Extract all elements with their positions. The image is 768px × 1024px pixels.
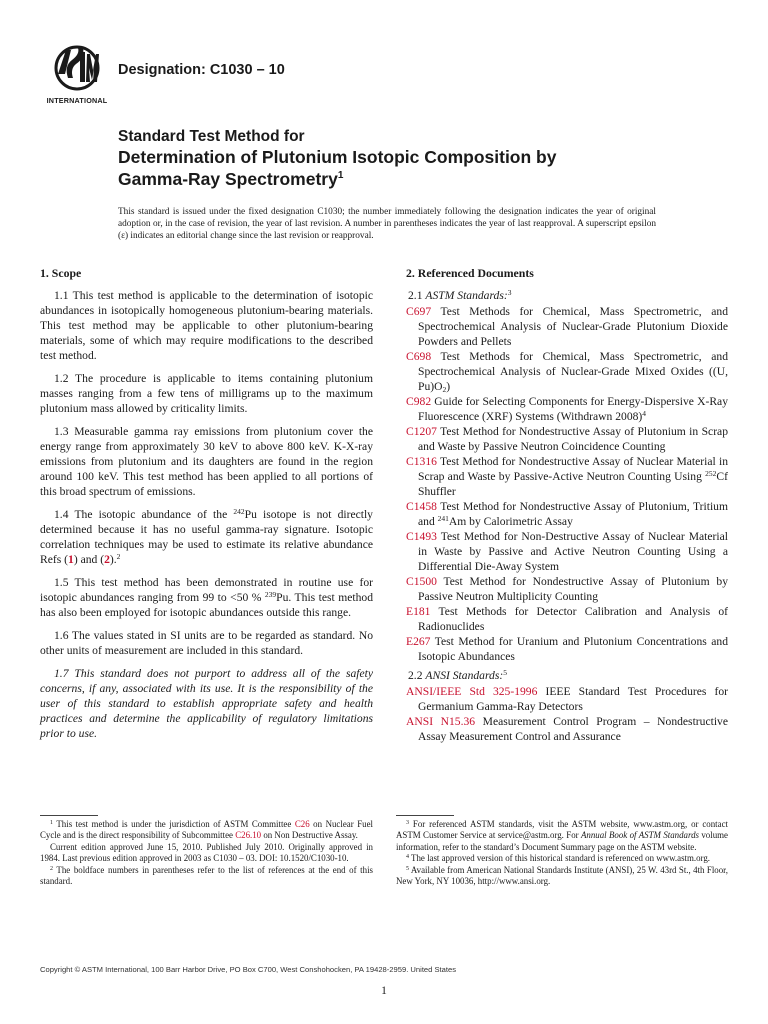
reference-item	[406, 604, 728, 634]
referenced-documents-section	[406, 266, 728, 744]
standard-link[interactable]: C1316	[406, 455, 437, 468]
footnotes-left	[40, 819, 373, 887]
footnote-mark-3: 3	[507, 288, 512, 297]
references-heading: 2. Referenced Documents	[406, 266, 534, 280]
reference-item	[406, 304, 728, 349]
footnote-3-b: volume information, refer to the standard’s Document Summary page on the ASTM website.	[396, 830, 728, 852]
footnote-2	[40, 865, 373, 888]
copyright-notice: Copyright © ASTM International, 100 Barr Harbor Drive, PO Box C700, West Conshohocken, PA 19428-2959. United States	[40, 965, 457, 974]
reference-status: (Withdrawn 2008)	[553, 410, 643, 423]
footnote-4	[396, 853, 728, 864]
standard-link[interactable]: C1493	[406, 530, 437, 543]
footnote-3-italic: Annual Book of ASTM Standards	[580, 830, 699, 841]
reference-item	[406, 424, 728, 454]
subcommittee-link-c26-10[interactable]: C26.10	[235, 830, 262, 841]
ansi-standards-label	[406, 668, 728, 683]
committee-link-c26[interactable]: C26	[294, 819, 310, 829]
footnote-2-text: The boldface numbers in parentheses refer to the list of references at the end of this standard.	[40, 864, 373, 887]
scope-1-4-b: Pu isotope is not directly determined because it has no useful gamma-ray signature. Isotopic correlation techniques may be used to estimate its relative abundance Refs (	[40, 508, 373, 566]
standard-link[interactable]: E181	[406, 605, 431, 618]
scope-1-6: 1.6 The values stated in SI units are to be regarded as standard. No other units of measurement are included in this standard.	[40, 629, 373, 657]
scope-1-4-c: ) and (	[73, 553, 105, 566]
reference-title-tail: Cf Shuffler	[418, 470, 728, 498]
standard-link[interactable]: C1207	[406, 425, 437, 438]
scope-1-4-d: ).	[109, 553, 117, 566]
footnote-5-text: Available from American National Standards Institute (ANSI), 25 W. 43rd St., 4th Floor, New York, NY 10036, http://www.ansi.org.	[396, 864, 728, 887]
reference-item	[406, 394, 728, 424]
standard-link[interactable]: C1458	[406, 500, 437, 513]
ansi-label-num: 2.2	[408, 669, 426, 682]
ref-link-1[interactable]: 1	[68, 553, 74, 566]
title-line-1: Standard Test Method for	[118, 128, 305, 145]
reference-title: Test Method for Nondestructive Assay of Plutonium by Passive Neutron Multiplicity Counting	[418, 575, 728, 603]
astm-label-num: 2.1	[408, 289, 426, 302]
footnote-5	[396, 865, 728, 888]
scope-section	[40, 266, 373, 749]
reference-superscript: 252	[705, 469, 717, 478]
footnote-1-c: on Non Destructive Assay.	[261, 830, 358, 841]
footnote-2-mark: 2	[50, 865, 53, 872]
reference-title: Test Methods for Chemical, Mass Spectrometric, and Spectrochemical Analysis of Nuclear-Grade Plutonium Dioxide Powders and Pellets	[418, 305, 728, 348]
ansi-standards-list	[406, 684, 728, 744]
reference-item	[406, 684, 728, 714]
title-line-3	[118, 168, 718, 190]
astm-label-text: ASTM Standards:	[425, 289, 508, 302]
scope-1-3: 1.3 Measurable gamma ray emissions from plutonium cover the energy range from approximately 30 keV to above 800 keV. K-X-ray emissions from plutonium and its daughters are found in the region around 100 keV. This test method has been applied to all portions of this broad spectrum of emissions.	[40, 425, 373, 498]
footnote-5-mark: 5	[406, 865, 409, 872]
reference-title-tail: Am by Calorimetric Assay	[448, 515, 573, 528]
scope-1-1: 1.1 This test method is applicable to the determination of isotopic abundances in isotopically homogeneous plutonium-bearing materials. This test method may be applicable to other plutonium-bearing materials, some of which may require modifications to the described test method.	[40, 289, 373, 362]
reference-item	[406, 574, 728, 604]
footnote-3-a: For referenced ASTM standards, visit the ASTM website, www.astm.org, or contact ASTM Customer Service at service@astm.org. For	[396, 819, 728, 841]
standard-link[interactable]: C1500	[406, 575, 437, 588]
reference-item	[406, 454, 728, 499]
reference-title-tail: )	[446, 380, 451, 393]
title-line-3-text: Gamma-Ray Spectrometry	[118, 169, 338, 189]
logo-text: INTERNATIONAL	[46, 96, 108, 105]
intro-note: This standard is issued under the fixed designation C1030; the number immediately following the designation indicates the year of original adoption or, in the case of revision, the year of last revision. A number in parentheses indicates the year of last reapproval. A superscript epsilon (ε) indicates an editorial change since the last revision or reapproval.	[118, 207, 656, 242]
footnote-3-mark: 3	[406, 820, 409, 826]
standard-link[interactable]: ANSI/IEEE Std 325-1996	[406, 685, 538, 698]
footnote-rule-right	[396, 815, 454, 816]
reference-title: Measurement Control Program – Nondestructive Assay Measurement Control and Assurance	[418, 715, 728, 743]
footnote-1-a: This test method is under the jurisdiction of ASTM Committee	[53, 819, 295, 829]
footnote-4-mark: 4	[406, 854, 409, 861]
reference-title: Test Method for Nondestructive Assay of Plutonium, Tritium and	[418, 500, 728, 528]
astm-logo	[42, 44, 112, 106]
ansi-label-text: ANSI Standards:	[425, 669, 504, 682]
reference-title: Test Method for Nondestructive Assay of Plutonium in Scrap and Waste by Passive Neutron Coincidence Counting	[418, 425, 728, 453]
standard-link[interactable]: ANSI N15.36	[406, 715, 476, 728]
footnote-mark-4: 4	[642, 409, 647, 418]
footnote-rule-left	[40, 815, 98, 816]
footnotes-right	[396, 819, 728, 887]
title-line-2: Determination of Plutonium Isotopic Composition by	[118, 147, 557, 167]
reference-item	[406, 714, 728, 744]
standard-link[interactable]: C982	[406, 395, 432, 408]
reference-superscript: 241	[437, 514, 449, 523]
ref-link-2[interactable]: 2	[104, 553, 110, 566]
reference-title: Test Method for Nondestructive Assay of Nuclear Material in Scrap and Waste by Passive-Active Neutron Counting Using	[418, 455, 728, 483]
reference-item	[406, 499, 728, 529]
reference-title: IEEE Standard Test Procedures for Germanium Gamma-Ray Detectors	[418, 685, 728, 713]
reference-item	[406, 634, 728, 664]
scope-1-5-a: 1.5 This test method has been demonstrated in routine use for isotopic abundances ranging from 99 to <50 %	[40, 576, 373, 604]
footnote-mark-5: 5	[503, 668, 507, 677]
scope-1-4	[40, 507, 373, 567]
footnote-3	[396, 819, 728, 853]
astm-standards-label	[406, 288, 728, 303]
scope-1-7: 1.7 This standard does not purport to address all of the safety concerns, if any, associated with its use. It is the responsibility of the user of this standard to establish appropriate safety and health practices and determine the applicability of regulatory limitations prior to use.	[40, 667, 373, 740]
scope-1-4-sup: 242	[233, 507, 245, 516]
standard-link[interactable]: E267	[406, 635, 431, 648]
footnote-1-mark: 1	[50, 820, 53, 826]
footnote-4-text: The last approved version of this historical standard is referenced on www.astm.org.	[409, 853, 711, 864]
footnote-mark-2: 2	[116, 552, 121, 561]
footnote-1-edition: Current edition approved June 15, 2010. Published July 2010. Originally approved in 1984. Last previous edition approved in 2003 as C1030 – 03. DOI: 10.1520/C1030-10.	[40, 841, 373, 864]
reference-item	[406, 529, 728, 574]
scope-1-4-a: 1.4 The isotopic abundance of the	[54, 508, 234, 521]
reference-title: Test Methods for Detector Calibration and Analysis of Radionuclides	[418, 605, 728, 633]
reference-title: Guide for Selecting Components for Energy-Dispersive X-Ray Fluorescence (XRF) Systems	[418, 395, 728, 423]
reference-title: Test Method for Uranium and Plutonium Concentrations and Isotopic Abundances	[418, 635, 728, 663]
page-number: 1	[381, 985, 387, 997]
title-footnote-mark: 1	[337, 170, 344, 181]
standard-link[interactable]: C698	[406, 350, 432, 363]
reference-title: Test Methods for Chemical, Mass Spectrometric, and Spectrochemical Analysis of Nuclear-Grade Mixed Oxides ((U, Pu)O	[418, 350, 728, 393]
reference-item	[406, 349, 728, 394]
document-title	[118, 127, 718, 190]
footnote-1	[40, 819, 373, 842]
footnote-1-b: on Nuclear Fuel Cycle and is the direct responsibility of Subcommittee	[40, 819, 373, 841]
astm-standards-list	[406, 304, 728, 664]
scope-1-5	[40, 575, 373, 620]
scope-1-5-sup: 239	[264, 590, 277, 599]
designation: Designation: C1030 – 10	[118, 62, 285, 78]
scope-1-2: 1.2 The procedure is applicable to items containing plutonium masses ranging from a few tens of milligrams up to the maximum plutonium mass allowed by criticality limits.	[40, 372, 373, 415]
reference-subscript: 2	[442, 385, 447, 394]
scope-1-5-b: Pu. This test method has also been employed for isotopic abundances outside this range.	[40, 591, 373, 619]
scope-heading: 1. Scope	[40, 266, 82, 280]
reference-title: Test Method for Non-Destructive Assay of Nuclear Material in Waste by Passive and Active Neutron Counting Using a Differential Die-Away System	[418, 530, 728, 573]
standard-link[interactable]: C697	[406, 305, 432, 318]
